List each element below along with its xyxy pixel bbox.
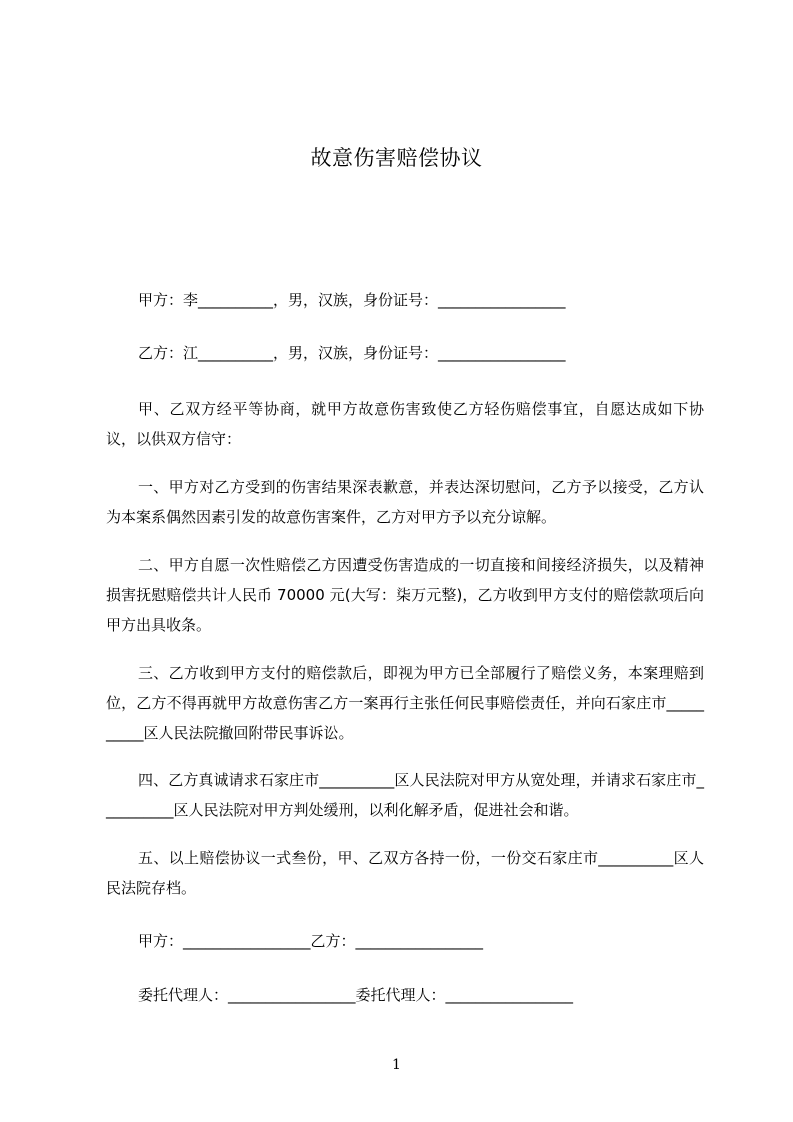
party-a-line: 甲方：李__________，男，汉族，身份证号：_________________ (138, 291, 566, 309)
clause-2: 二、甲方自愿一次性赔偿乙方因遭受伤害造成的一切直接和间接经济损失，以及精神损害抚慰赔偿共计人民币 70000 元(大写：柒万元整)，乙方收到甲方支付的赔偿款项后向甲方出具收条。 (106, 556, 704, 634)
agent-signature-line: 委托代理人：_________________委托代理人：_________________ (138, 986, 574, 1004)
signature-line: 甲方：_________________乙方：_________________ (138, 932, 484, 950)
clause-4: 四、乙方真诚请求石家庄市__________区人民法院对甲方从宽处理，并请求石家庄市__________区人民法院对甲方判处缓刑，以利化解矛盾，促进社会和谐。 (106, 771, 704, 819)
document-title: 故意伤害赔偿协议 (310, 146, 483, 170)
page-number: 1 (392, 1057, 401, 1073)
preamble-paragraph: 甲、乙双方经平等协商，就甲方故意伤害致使乙方轻伤赔偿事宜，自愿达成如下协议，以供双方信守： (106, 400, 704, 448)
clause-5: 五、以上赔偿协议一式叁份，甲、乙双方各持一份，一份交石家庄市__________区人民法院存档。 (106, 849, 704, 897)
clause-1: 一、甲方对乙方受到的伤害结果深表歉意，并表达深切慰问，乙方予以接受，乙方认为本案系偶然因素引发的故意伤害案件，乙方对甲方予以充分谅解。 (106, 478, 704, 526)
party-b-line: 乙方：江__________，男，汉族，身份证号：_________________ (138, 344, 566, 362)
clause-3: 三、乙方收到甲方支付的赔偿款后，即视为甲方已全部履行了赔偿义务，本案理赔到位，乙方不得再就甲方故意伤害乙方一案再行主张任何民事赔偿责任，并向石家庄市__________区人民法院撤回附带民事诉讼。 (106, 664, 704, 742)
